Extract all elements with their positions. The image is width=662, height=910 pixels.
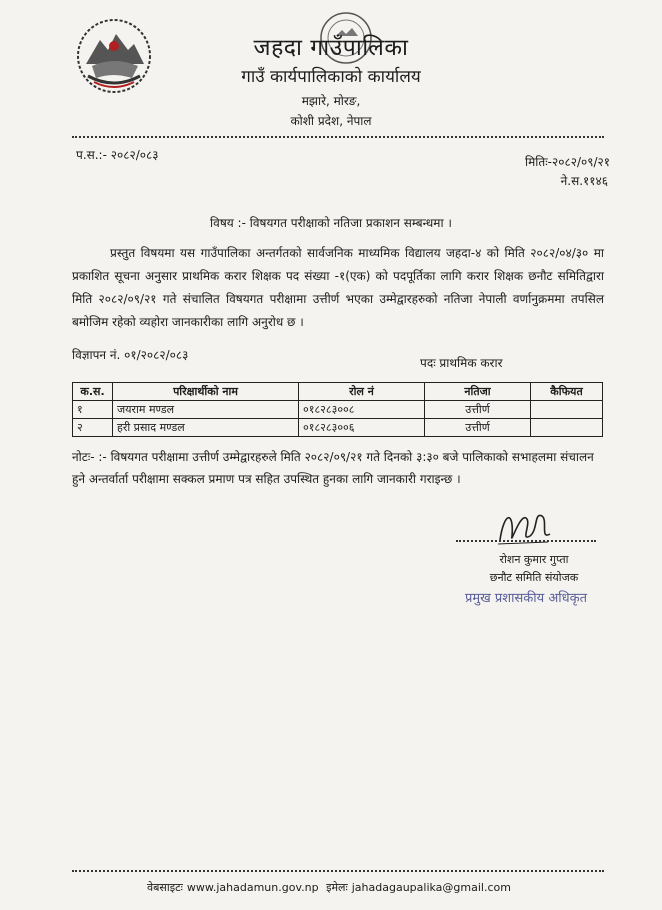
- advertisement-number: विज्ञापन नं. ०१/२०८२/०८३: [72, 348, 189, 362]
- results-table: [72, 382, 603, 437]
- reference-number: प.स.:- २०८२/०८३: [76, 148, 159, 162]
- address-line-1: मझारे, मोरङ,: [301, 94, 361, 108]
- serial-cell: १: [73, 401, 113, 419]
- remarks-cell: [531, 401, 603, 419]
- post-title: पदः प्राथमिक करार: [420, 356, 503, 370]
- table-row: [73, 401, 603, 419]
- designation-stamp: प्रमुख प्रशासकीय अधिकृत: [464, 591, 588, 606]
- letter-date: मितिः-२०८२/०९/२१: [525, 155, 610, 169]
- dispatch-number: ने.स.११४६: [560, 174, 608, 188]
- notice-note: नोटः- :- विषयगत परीक्षामा उत्तीर्ण उम्मेद्वारहरुले मिति २०८२/०९/२१ गते दिनको ३:३० बजे पालिकाको सभाहलमा संचालन हुने अन्तर्वार्ता परीक्षामा सक्कल प्रमाण पत्र सहित उपस्थित हुनका लागि जानकारी गराइन्छ ।: [72, 450, 594, 486]
- signer-role: छनौट समिति संयोजक: [489, 571, 579, 584]
- letter-body: प्रस्तुत विषयमा यस गाउँपालिका अन्तर्गतको सार्वजनिक माध्यमिक विद्यालय जहदा-४ को मिति २०८२/०४/३० मा प्रकाशित सूचना अनुसार प्राथमिक करार शिक्षक पद संख्या -१(एक) को पदपूर्तिका लागि करार शिक्षक छनौट समितिद्वारा मिति २०८२/०९/२१ गते संचालित विषयगत परीक्षामा उत्तीर्ण भएका उम्मेद्वारहरुको नतिजा नेपाली वर्णानुक्रममा तपसिल बमोजिम रहेको व्यहोरा जानकारीका लागि अनुरोध छ ।: [72, 246, 604, 329]
- column-header: रोल नं: [299, 383, 425, 401]
- table-row: [73, 419, 603, 437]
- roll-cell: ०१८२८३००८: [299, 401, 425, 419]
- organization-name: जहदा गाउँपालिका: [253, 35, 409, 61]
- name-cell: हरी प्रसाद मण्डल: [113, 419, 299, 437]
- signer-name: रोशन कुमार गुप्ता: [499, 553, 569, 566]
- column-header: नतिजा: [425, 383, 531, 401]
- email-link[interactable]: jahadagaupalika@gmail.com: [351, 881, 511, 894]
- email-label: इमेलः: [326, 881, 348, 894]
- column-header: परिक्षार्थीको नाम: [113, 383, 299, 401]
- letter-subject: विषय :- विषयगत परीक्षाको नतिजा प्रकाशन सम्बन्धमा ।: [210, 216, 452, 230]
- roll-cell: ०१८२८३००६: [299, 419, 425, 437]
- name-cell: जयराम मण्डल: [113, 401, 299, 419]
- header-divider: [72, 136, 604, 138]
- result-cell: उत्तीर्ण: [425, 401, 531, 419]
- footer-divider: [72, 870, 604, 872]
- handwritten-signature: [494, 506, 554, 550]
- office-name: गाउँ कार्यपालिकाको कार्यालय: [241, 67, 421, 87]
- remarks-cell: [531, 419, 603, 437]
- address-line-2: कोशी प्रदेश, नेपाल: [290, 114, 372, 128]
- website-link[interactable]: www.jahadamun.gov.np: [186, 881, 319, 894]
- serial-cell: २: [73, 419, 113, 437]
- website-label: वेबसाइटः: [147, 881, 183, 894]
- column-header: क.स.: [73, 383, 113, 401]
- footer-contact: [0, 880, 662, 895]
- signature-line: [456, 540, 596, 542]
- column-header: कैफियत: [531, 383, 603, 401]
- result-cell: उत्तीर्ण: [425, 419, 531, 437]
- table-header-row: [73, 383, 603, 401]
